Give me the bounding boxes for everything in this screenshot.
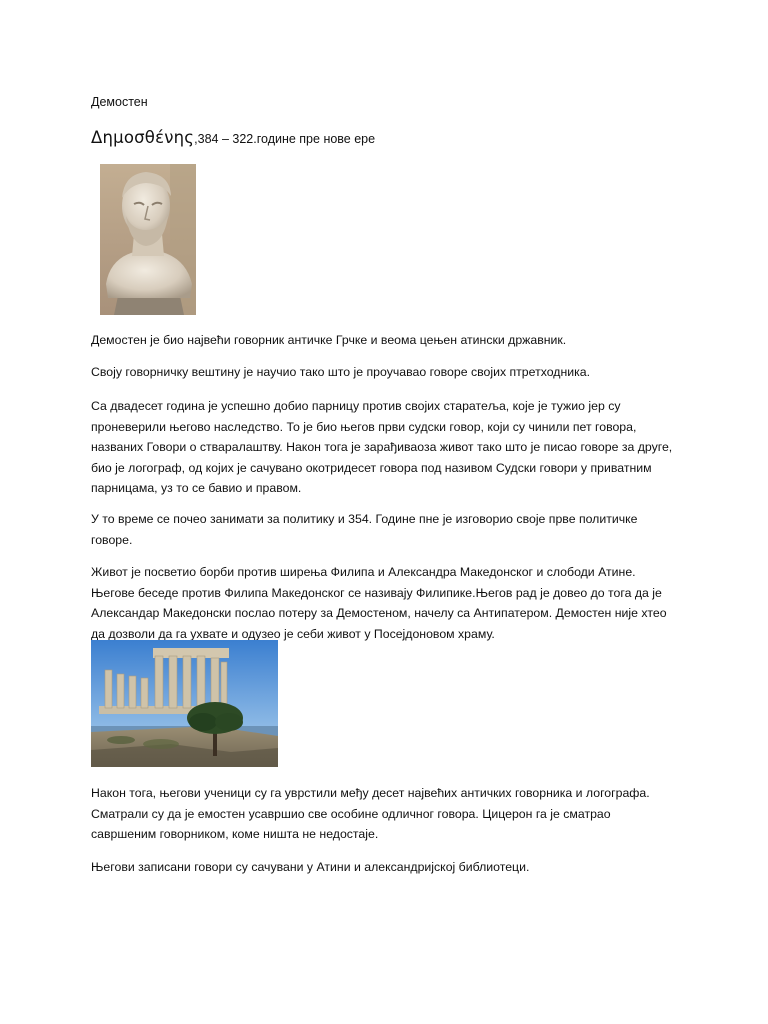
paragraph-3: Са двадесет година је успешно добио парницу против својих старатеља, које је тужио јер су проневерили његово наследство. То је био његов први судски говор, који су чинили пет говора, названих Говори о стваралаштву. Након тога је зарађиваоза живот тако што је писао говоре за друге, био је логограф, од којих је сачувано окотридесет говора под називом Судски говори у приватним парницама, уз то се бавио и правом. xyxy=(91,399,673,495)
demosthenes-bust-image xyxy=(100,164,196,315)
document-title: Демостен xyxy=(91,95,148,109)
subtitle-dates: ,384 – 322.године пре нове ере xyxy=(194,132,376,146)
greek-name: Δημοσθένης xyxy=(91,128,195,147)
temple-of-poseidon-image xyxy=(91,640,278,767)
paragraph-4: У то време се почео занимати за политику и 354. Године пне је изговорио своје прве политичке говоре. xyxy=(91,512,638,547)
paragraph-1: Демостен је био највећи говорник античке Грчке и веома цењен атински државник. xyxy=(91,333,567,347)
paragraph-5: Живот је посветио борби против ширења Филипа и Александра Македонског и слободи Атине. Његове беседе против Филипа Македонског се називају Филипике.Његов рад је довео до тога да је Александар Македонски послао потеру за Демостеном, начелу са Антипатером. Демостен није хтео да дозволи да га ухвате и одузео је себи живот у Посејдоновом храму. xyxy=(91,565,667,641)
paragraph-7: Његови записани говори су сачувани у Атини и александријској библиотеци. xyxy=(91,860,530,874)
document-subtitle xyxy=(91,128,375,147)
paragraph-6: Након тога, његови ученици су га уврстили међу десет највећих античких говорника и логографа. Сматрали су да је емостен усавршио све особине одличног говора. Цицерон га је сматрао савршеним говорником, коме ништа не недостаје. xyxy=(91,786,650,841)
paragraph-2: Своју говорничку вештину је научио тако што је проучавао говоре својих птретходника. xyxy=(91,365,591,379)
